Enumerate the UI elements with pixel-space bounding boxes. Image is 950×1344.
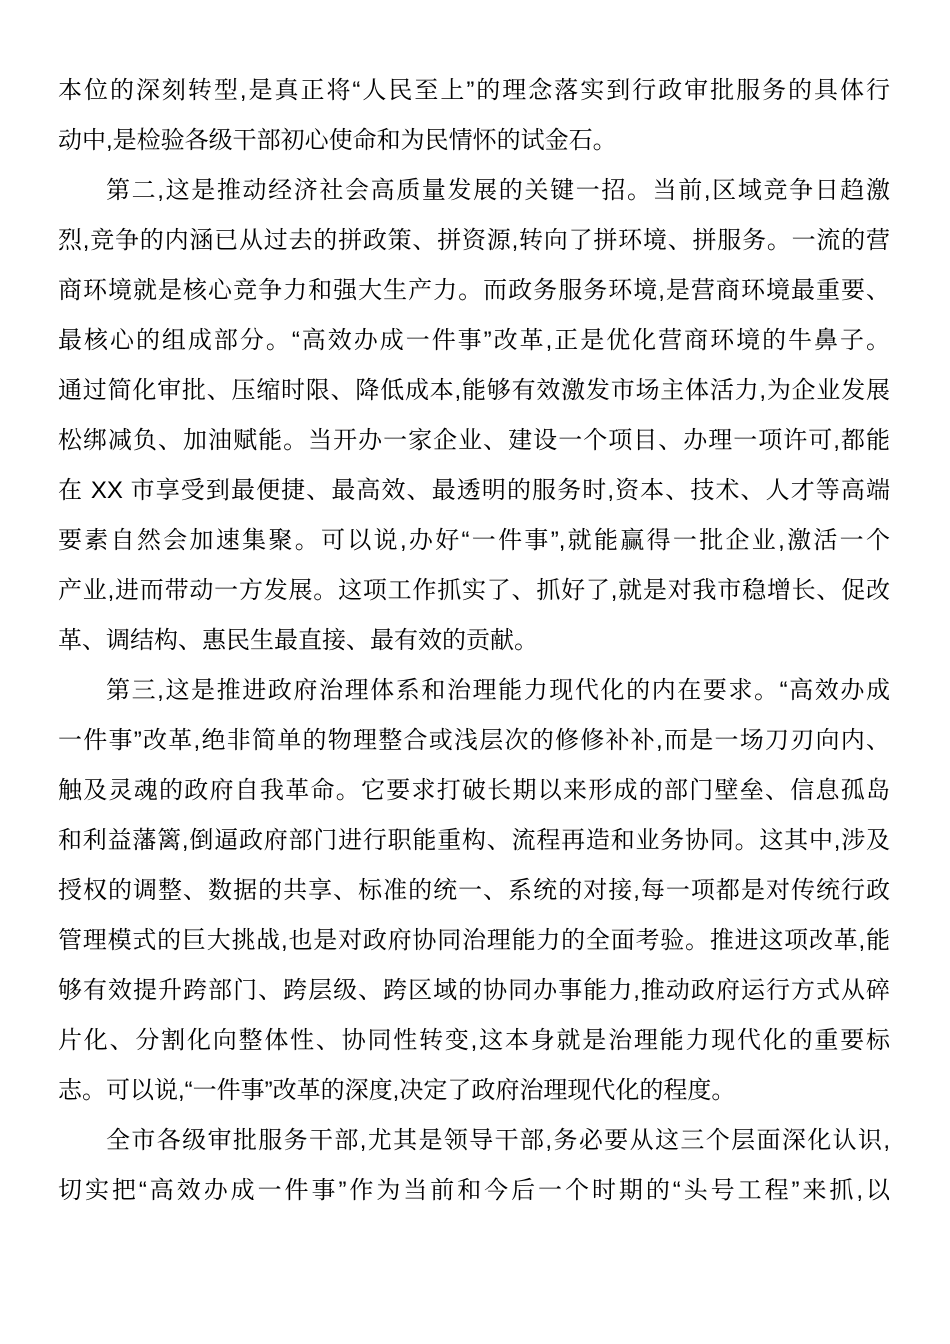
paragraph [58,66,890,166]
text-line: 第二,这是推动经济社会高质量发展的关键一招。当前,区域竞争日趋激 [106,177,890,204]
text-line: 革、调结构、惠民生最直接、最有效的贡献。 [58,627,538,654]
text-line: 一件事”改革,绝非简单的物理整合或浅层次的修修补补,而是一场刀刃向内、 [58,727,890,754]
text-line: 够有效提升跨部门、跨层级、跨区域的协同办事能力,推动政府运行方式从碎 [58,977,890,1004]
text-line: 烈,竞争的内涵已从过去的拼政策、拼资源,转向了拼环境、拼服务。一流的营 [58,227,890,254]
text-line: 松绑减负、加油赋能。当开办一家企业、建设一个项目、办理一项许可,都能 [58,427,890,454]
text-line: 本位的深刻转型,是真正将“人民至上”的理念落实到行政审批服务的具体行 [58,77,890,104]
text-line: 触及灵魂的政府自我革命。它要求打破长期以来形成的部门壁垒、信息孤岛 [58,777,890,804]
paragraph [58,666,890,1116]
text-line: 最核心的组成部分。“高效办成一件事”改革,正是优化营商环境的牛鼻子。 [58,327,890,354]
text-line: 在 XX 市享受到最便捷、最高效、最透明的服务时,资本、技术、人才等高端 [58,477,890,504]
text-line: 授权的调整、数据的共享、标准的统一、系统的对接,每一项都是对传统行政 [58,877,890,904]
paragraph [58,166,890,666]
text-line: 全市各级审批服务干部,尤其是领导干部,务必要从这三个层面深化认识, [106,1127,890,1154]
text-line: 产业,进而带动一方发展。这项工作抓实了、抓好了,就是对我市稳增长、促改 [58,577,890,604]
text-line: 通过简化审批、压缩时限、降低成本,能够有效激发市场主体活力,为企业发展 [58,377,890,404]
text-line: 志。可以说,“一件事”改革的深度,决定了政府治理现代化的程度。 [58,1077,736,1104]
text-line: 商环境就是核心竞争力和强大生产力。而政务服务环境,是营商环境最重要、 [58,277,890,304]
text-line: 第三,这是推进政府治理体系和治理能力现代化的内在要求。“高效办成 [106,677,890,704]
paragraph [58,1116,890,1216]
text-line: 切实把“高效办成一件事”作为当前和今后一个时期的“头号工程”来抓,以 [58,1177,890,1204]
text-line: 和利益藩篱,倒逼政府部门进行职能重构、流程再造和业务协同。这其中,涉及 [58,827,890,854]
text-line: 要素自然会加速集聚。可以说,办好“一件事”,就能赢得一批企业,激活一个 [58,527,890,554]
text-line: 管理模式的巨大挑战,也是对政府协同治理能力的全面考验。推进这项改革,能 [58,927,890,954]
text-line: 片化、分割化向整体性、协同性转变,这本身就是治理能力现代化的重要标 [58,1027,890,1054]
text-line: 动中,是检验各级干部初心使命和为民情怀的试金石。 [58,127,617,154]
